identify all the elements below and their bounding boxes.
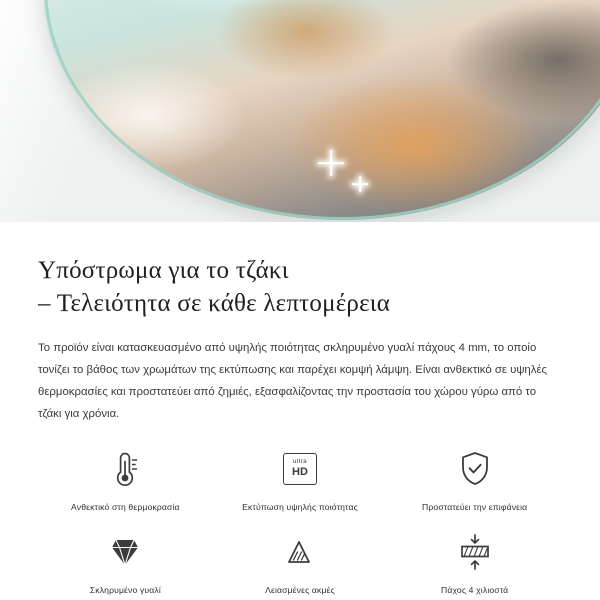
ultra-hd-badge-icon (276, 446, 324, 492)
feature-item-thickness (387, 525, 562, 600)
feature-label: Λειασμένες ακμές (265, 584, 335, 595)
feature-label: Εκτύπωση υψηλής ποιότητας (242, 501, 358, 512)
feature-item-heat-resistant (38, 442, 213, 519)
feature-item-tempered-glass (38, 525, 213, 600)
shield-check-icon (451, 446, 499, 492)
feature-item-print-quality (213, 442, 388, 519)
hero-image (0, 0, 600, 222)
description-paragraph: Το προϊόν είναι κατασκευασμένο από υψηλής ποιότητας σκληρυμένο γυαλί πάχους 4 mm, το οποίο τονίζει το βάθος των χρωμάτων της εκτύπωσης και παρέχει κομψή λάμψη. Είναι ανθεκτικό σε υψηλές θερμοκρασίες και προστατεύει από ζημιές, εξασφαλίζοντας την προστασία του χώρου γύρω από το τζάκι για χρόνια. (38, 342, 548, 420)
diamond-icon (101, 529, 149, 575)
feature-item-surface-protection (387, 442, 562, 519)
thermometer-icon (101, 446, 149, 492)
feature-label: Σκληρυμένο γυαλί (89, 584, 161, 595)
feature-label: Προστατεύει την επιφάνεια (422, 501, 528, 512)
feature-item-polished-edges (213, 525, 388, 600)
badge-top-text: ultra (292, 458, 307, 466)
headline-line-2: – Τελειότητα σε κάθε λεπτομέρεια (38, 290, 391, 317)
headline-line-1: Υπόστρωμα για το τζάκι (38, 257, 289, 284)
badge-bottom-text: HD (292, 465, 308, 478)
feature-label: Πάχος 4 χιλιοστά (441, 584, 509, 595)
thickness-arrows-icon (451, 529, 499, 575)
feature-label: Ανθεκτικό στη θερμοκρασία (71, 501, 180, 512)
page-title (38, 254, 562, 320)
feature-grid (38, 442, 562, 600)
polished-edges-icon (276, 529, 324, 575)
content-area (0, 222, 600, 600)
